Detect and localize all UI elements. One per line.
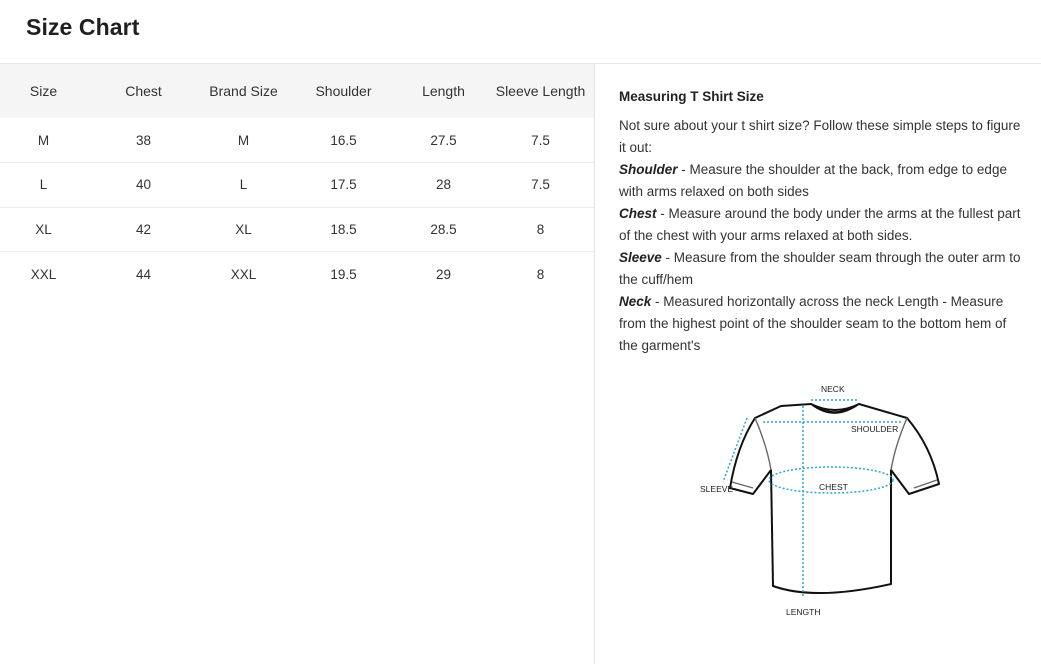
measuring-guide-panel [594, 64, 1041, 664]
table-cell: M [0, 118, 87, 163]
table-cell: 40 [87, 163, 200, 208]
size-table [0, 64, 594, 296]
table-cell: 16.5 [287, 118, 400, 163]
table-cell: 7.5 [487, 163, 594, 208]
guide-intro: Not sure about your t shirt size? Follow these simple steps to figure it out: [619, 118, 1021, 155]
guide-text: - Measure from the shoulder seam through the outer arm to the cuff/hem [619, 250, 1021, 287]
table-cell: 8 [487, 207, 594, 252]
table-cell: XXL [30, 266, 57, 282]
size-table-panel [0, 64, 594, 664]
table-cell: XXL [230, 266, 257, 282]
table-cell: 42 [87, 207, 200, 252]
table-cell: M [200, 118, 287, 163]
column-header-sleeve-length: Sleeve Length [487, 64, 594, 118]
guide-item-sleeve [619, 247, 1024, 291]
table-cell: 38 [87, 118, 200, 163]
diagram-label-sleeve: SLEEVE [700, 484, 734, 494]
diagram-label-length: LENGTH [786, 607, 821, 617]
diagram-label-neck: NECK [821, 384, 845, 394]
guide-text: - Measure the shoulder at the back, from edge to edge with arms relaxed on both sides [619, 162, 1007, 199]
guide-text: - Measured horizontally across the neck Length - Measure from the highest point of the shoulder seam to the bottom hem of the garment's [619, 294, 1007, 353]
table-cell: 44 [135, 266, 152, 282]
table-cell: 27.5 [400, 118, 487, 163]
table-cell: 29 [435, 266, 452, 282]
table-row [0, 252, 594, 297]
table-cell: 7.5 [487, 118, 594, 163]
column-header-shoulder: Shoulder [287, 64, 400, 118]
column-header-chest: Chest [87, 64, 200, 118]
guide-item-neck [619, 291, 1024, 357]
table-row [0, 163, 594, 208]
table-cell: 28.5 [400, 207, 487, 252]
diagram-label-chest: CHEST [819, 482, 848, 492]
guide-text: - Measure around the body under the arms at the fullest part of the chest with your arms relaxed at both sides. [619, 206, 1021, 243]
guide-title: Measuring T Shirt Size [619, 89, 764, 104]
header [0, 0, 1041, 64]
column-header-brand-size: Brand Size [200, 64, 287, 118]
table-header-row [0, 64, 594, 118]
table-row [0, 118, 594, 163]
guide-body [619, 115, 1024, 357]
table-row [0, 207, 594, 252]
table-cell: L [0, 163, 87, 208]
guide-item-shoulder [619, 159, 1024, 203]
table-cell: XL [0, 207, 87, 252]
table-cell: 19.5 [330, 266, 357, 282]
table-cell: 18.5 [287, 207, 400, 252]
guide-term: Neck [619, 294, 652, 309]
table-cell: XL [200, 207, 287, 252]
table-cell: 8 [536, 266, 545, 282]
page-title: Size Chart [26, 14, 140, 40]
table-cell: L [200, 163, 287, 208]
guide-term: Chest [619, 206, 657, 221]
table-cell: 17.5 [287, 163, 400, 208]
tshirt-diagram [695, 376, 945, 626]
guide-term: Shoulder [619, 162, 678, 177]
guide-term: Sleeve [619, 250, 662, 265]
diagram-label-shoulder: SHOULDER [851, 424, 899, 434]
guide-item-chest [619, 203, 1024, 247]
column-header-size: Size [0, 64, 87, 118]
table-cell: 28 [400, 163, 487, 208]
column-header-length: Length [400, 64, 487, 118]
